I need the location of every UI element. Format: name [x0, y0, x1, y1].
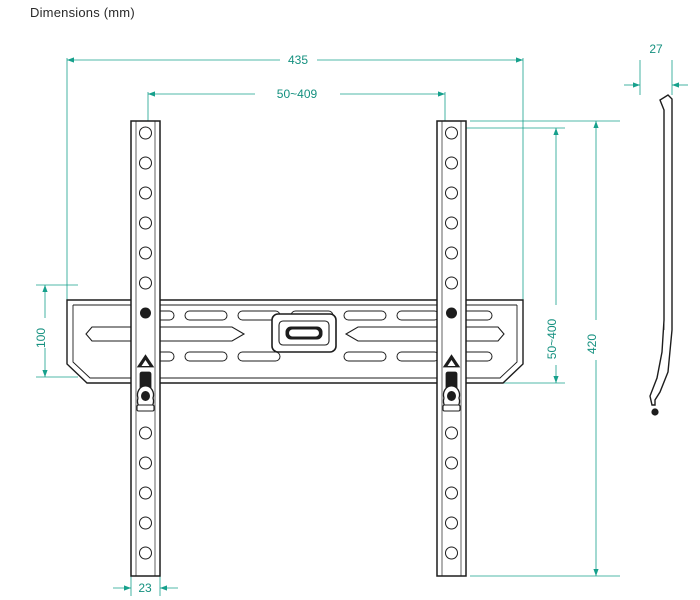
front-view — [67, 121, 523, 576]
center-bracket — [272, 314, 336, 352]
dimension-bottom-foot-width: 23 — [138, 581, 152, 595]
dimension-overall-height: 420 — [585, 333, 599, 355]
rail-cutout-right — [346, 327, 504, 341]
left-vertical-arm — [131, 121, 160, 576]
dimension-mounting-hole-range-width: 50~409 — [276, 87, 318, 101]
rail-cutout-left — [86, 327, 244, 341]
side-view — [650, 95, 672, 415]
side-profile-outline — [650, 95, 672, 405]
dimension-overall-width: 435 — [287, 53, 309, 67]
right-vertical-arm — [437, 121, 466, 576]
dimension-bracket-plate-height: 100 — [34, 327, 48, 349]
dimension-depth: 27 — [649, 42, 663, 56]
page-title: Dimensions (mm) — [30, 5, 135, 20]
side-view-bolt-dot — [652, 409, 658, 415]
right-arm-bolt — [447, 308, 457, 318]
left-arm-bolt — [141, 308, 151, 318]
dimension-vesa-vertical-range: 50~400 — [545, 318, 559, 360]
